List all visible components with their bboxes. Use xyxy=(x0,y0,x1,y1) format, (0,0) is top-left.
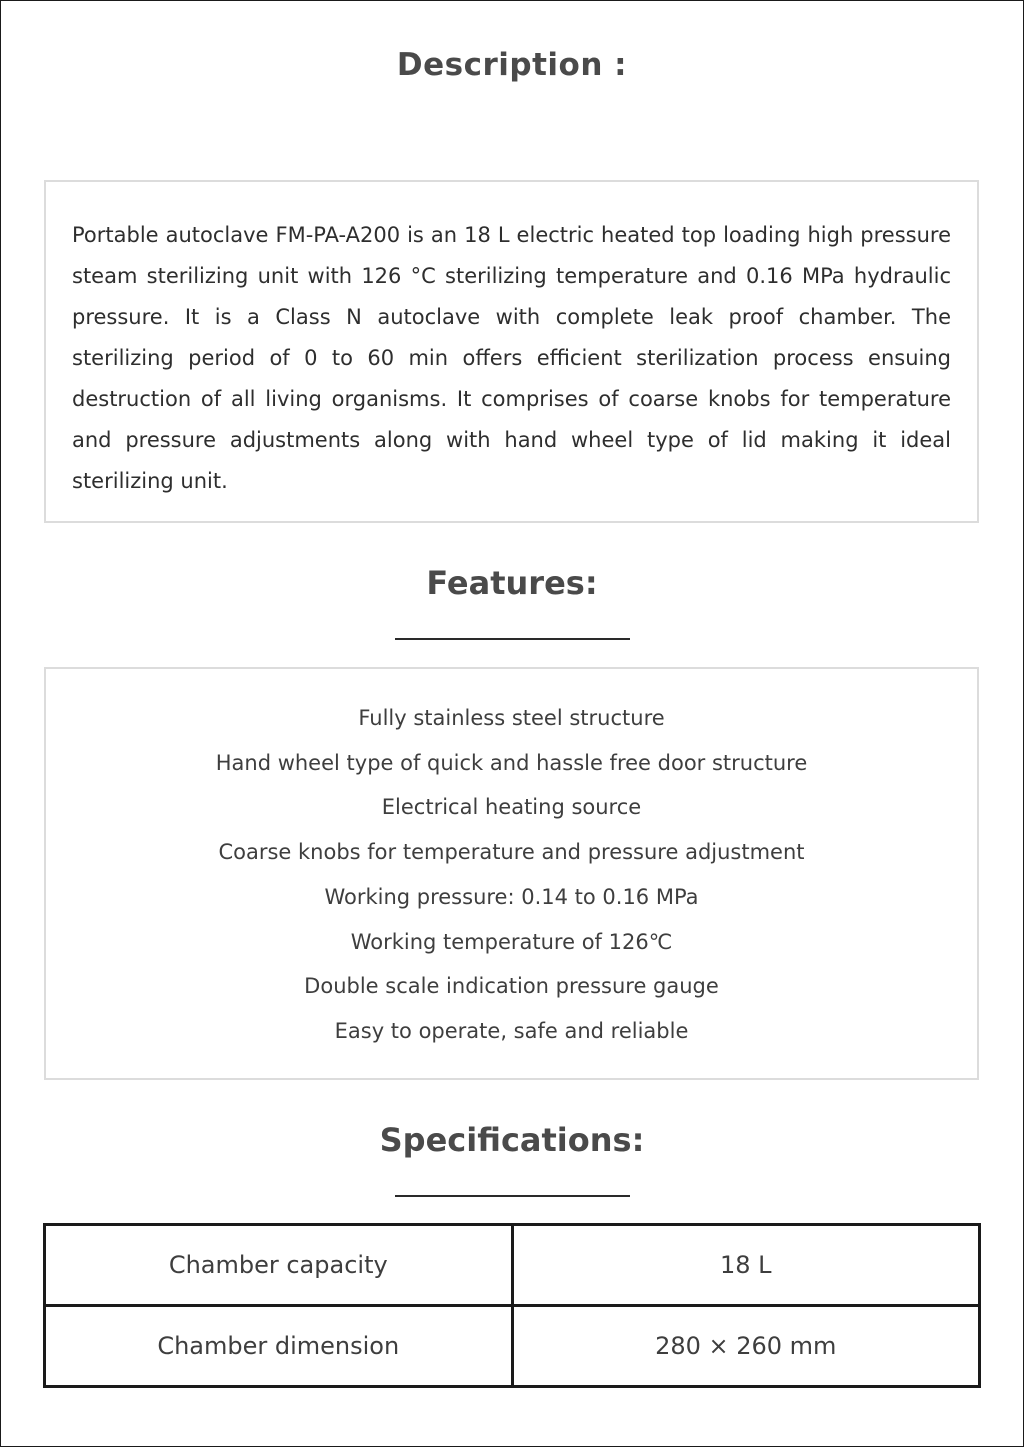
spec-value: 280 × 260 mm xyxy=(512,1306,980,1387)
description-box xyxy=(44,180,979,523)
spec-label: Chamber dimension xyxy=(45,1306,513,1387)
feature-item: Fully stainless steel structure xyxy=(358,706,665,730)
description-heading: Description : xyxy=(396,47,628,83)
features-list xyxy=(46,696,977,1054)
feature-item: Coarse knobs for temperature and pressure adjustment xyxy=(218,840,805,865)
spec-value: 18 L xyxy=(512,1225,980,1306)
specifications-underline xyxy=(395,1195,630,1197)
spec-label: Chamber capacity xyxy=(45,1225,513,1306)
specifications-heading: Specifications: xyxy=(379,1121,645,1159)
features-box xyxy=(44,667,979,1080)
features-underline xyxy=(395,638,630,640)
feature-item: Working temperature of 126℃ xyxy=(350,929,673,954)
table-row xyxy=(45,1306,980,1387)
feature-item: Double scale indication pressure gauge xyxy=(304,974,719,999)
feature-item: Working pressure: 0.14 to 0.16 MPa xyxy=(324,884,699,909)
table-row xyxy=(45,1225,980,1306)
feature-item: Hand wheel type of quick and hassle free door structure xyxy=(215,750,808,775)
features-heading: Features: xyxy=(426,564,598,602)
specifications-table xyxy=(43,1223,981,1388)
description-text: Portable autoclave FM-PA-A200 is an 18 L electric heated top loading high pressure steam sterilizing unit with 126 °C sterilizing temperature and 0.16 MPa hydraulic pressure. It is a Class N autoclave with complete leak proof chamber. The sterilizing period of 0 to 60 min offers efficient sterilization process ensuing destruction of all living organisms. It comprises of coarse knobs for temperature and pressure adjustments along with hand wheel type of lid making it ideal sterilizing unit. xyxy=(72,223,951,493)
feature-item: Electrical heating source xyxy=(381,795,642,820)
feature-item: Easy to operate, safe and reliable xyxy=(334,1018,689,1043)
